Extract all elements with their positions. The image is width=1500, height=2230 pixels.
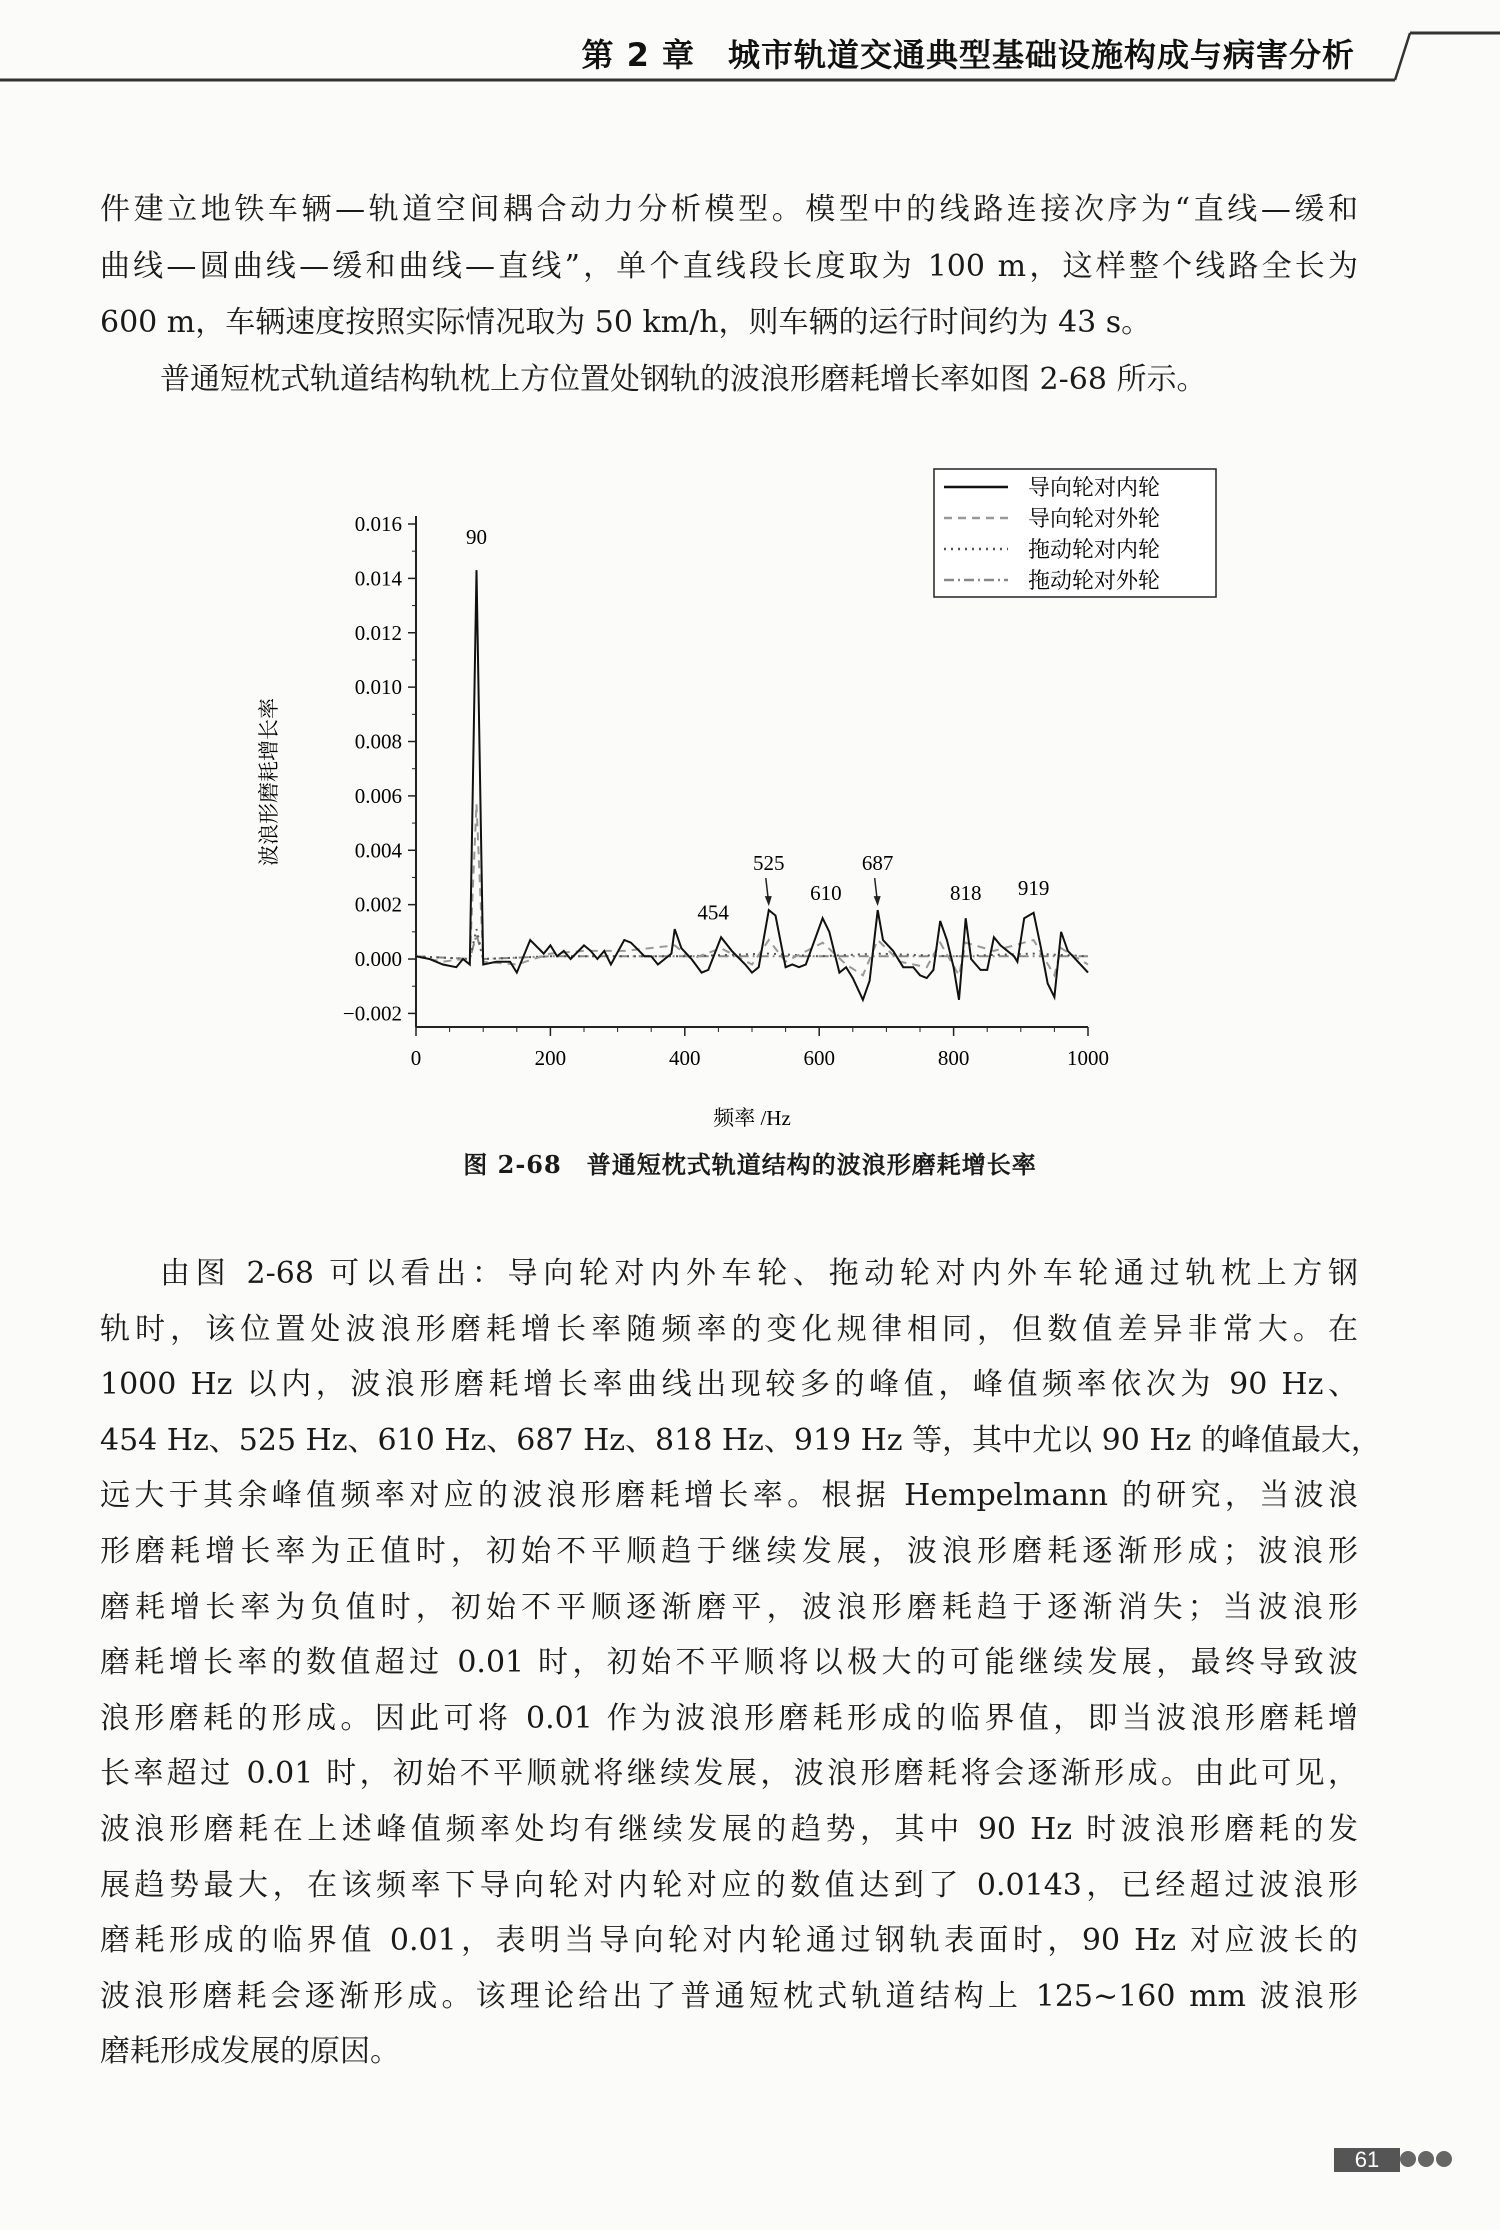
text-line: 长率超过 0.01 时，初始不平顺就将继续发展，波浪形磨耗将会逐渐形成。由此可见， [100, 1756, 1358, 1792]
x-axis-label: 频率 /Hz [713, 1106, 791, 1130]
peak-label: 454 [697, 900, 729, 925]
peak-label: 818 [949, 881, 982, 906]
series-line-3 [416, 935, 1088, 959]
y-tick-label: 0.008 [354, 729, 402, 754]
x-tick-label: 400 [669, 1046, 701, 1070]
chapter-title: 第 2 章 城市轨道交通典型基础设施构成与病害分析 [581, 36, 1355, 74]
text-line: 波浪形磨耗在上述峰值频率处均有继续发展的趋势，其中 90 Hz 时波浪形磨耗的发 [100, 1812, 1358, 1847]
y-tick-label: −0.002 [342, 1001, 402, 1026]
y-tick-label: 0.012 [354, 620, 402, 645]
text-line: 磨耗形成的临界值 0.01，表明当导向轮对内轮通过钢轨表面时，90 Hz 对应波长的 [100, 1923, 1358, 1959]
text-line: 波浪形磨耗会逐渐形成。该理论给出了普通短枕式轨道结构上 125~160 mm 波浪形 [100, 1978, 1358, 2014]
y-tick-label: 0.000 [354, 947, 402, 972]
peak-arrowhead [765, 896, 772, 906]
x-tick-label: 800 [937, 1046, 970, 1070]
text-line: 600 m，车辆速度按照实际情况取为 50 km/h，则车辆的运行时间约为 43 s。 [100, 305, 1152, 340]
peak-label: 610 [810, 881, 842, 906]
legend-label: 导向轮对外轮 [1028, 507, 1161, 532]
y-tick-label: 0.010 [354, 675, 402, 700]
text-line: 由图 2-68 可以看出：导向轮对内外车轮、拖动轮对内外车轮通过轨枕上方钢 [160, 1256, 1358, 1291]
peak-label: 919 [1017, 875, 1050, 900]
page-number-dots [1400, 2151, 1452, 2167]
series-line-2 [416, 929, 1088, 959]
y-tick-label: 0.006 [354, 783, 402, 808]
x-tick-label: 200 [534, 1046, 567, 1070]
text-line: 磨耗形成发展的原因。 [100, 2034, 400, 2070]
text-line: 件建立地铁车辆—轨道空间耦合动力分析模型。模型中的线路连接次序为“直线—缓和 [100, 192, 1358, 227]
y-tick-label: 0.002 [354, 892, 402, 917]
x-tick-label: 1000 [1067, 1046, 1109, 1070]
text-line: 远大于其余峰值频率对应的波浪形磨耗增长率。根据 Hempelmann 的研究，当波浪 [100, 1478, 1358, 1514]
y-tick-label: 0.014 [354, 566, 402, 591]
y-axis-label: 波浪形磨耗增长率 [257, 698, 281, 866]
text-line: 浪形磨耗的形成。因此可将 0.01 作为波浪形磨耗形成的临界值，即当波浪形磨耗增 [100, 1700, 1358, 1736]
legend-label: 拖动轮对外轮 [1028, 569, 1161, 594]
y-tick-label: 0.004 [354, 838, 402, 863]
x-tick-label: 0 [410, 1046, 422, 1070]
text-line: 展趋势最大，在该频率下导向轮对内轮对应的数值达到了 0.0143，已经超过波浪形 [100, 1867, 1358, 1903]
text-line: 磨耗增长率的数值超过 0.01 时，初始不平顺将以极大的可能继续发展，最终导致波 [100, 1645, 1358, 1681]
peak-label: 525 [753, 851, 785, 876]
text-line: 普通短枕式轨道结构轨枕上方位置处钢轨的波浪形磨耗增长率如图 2-68 所示。 [160, 362, 1207, 397]
text-line: 形磨耗增长率为正值时，初始不平顺趋于继续发展，波浪形磨耗逐渐形成；波浪形 [100, 1534, 1358, 1569]
text-line: 1000 Hz 以内，波浪形磨耗增长率曲线出现较多的峰值，峰值频率依次为 90 Hz、 [100, 1367, 1358, 1403]
page-number: 61 [1334, 2148, 1400, 2172]
series-line-1 [416, 804, 1088, 975]
text-line: 曲线—圆曲线—缓和曲线—直线”，单个直线段长度取为 100 m，这样整个线路全长为 [100, 248, 1358, 284]
series-line-0 [416, 570, 1088, 1000]
legend-label: 拖动轮对内轮 [1028, 538, 1161, 563]
peak-label: 90 [465, 525, 487, 550]
figure-caption: 图 2-68 普通短枕式轨道结构的波浪形磨耗增长率 [463, 1150, 1037, 1179]
peak-label: 687 [861, 851, 894, 876]
x-tick-label: 600 [803, 1046, 835, 1070]
y-tick-label: 0.016 [354, 512, 402, 536]
text-line: 454 Hz、525 Hz、610 Hz、687 Hz、818 Hz、919 Hz 等，其中尤以 90 Hz 的峰值最大， [100, 1422, 1381, 1458]
text-line: 磨耗增长率为负值时，初始不平顺逐渐磨平，波浪形磨耗趋于逐渐消失；当波浪形 [100, 1589, 1358, 1625]
peak-arrowhead [874, 896, 881, 906]
text-line: 轨时，该位置处波浪形磨耗增长率随频率的变化规律相同，但数值差异非常大。在 [100, 1311, 1358, 1347]
legend-label: 导向轮对内轮 [1028, 476, 1161, 501]
